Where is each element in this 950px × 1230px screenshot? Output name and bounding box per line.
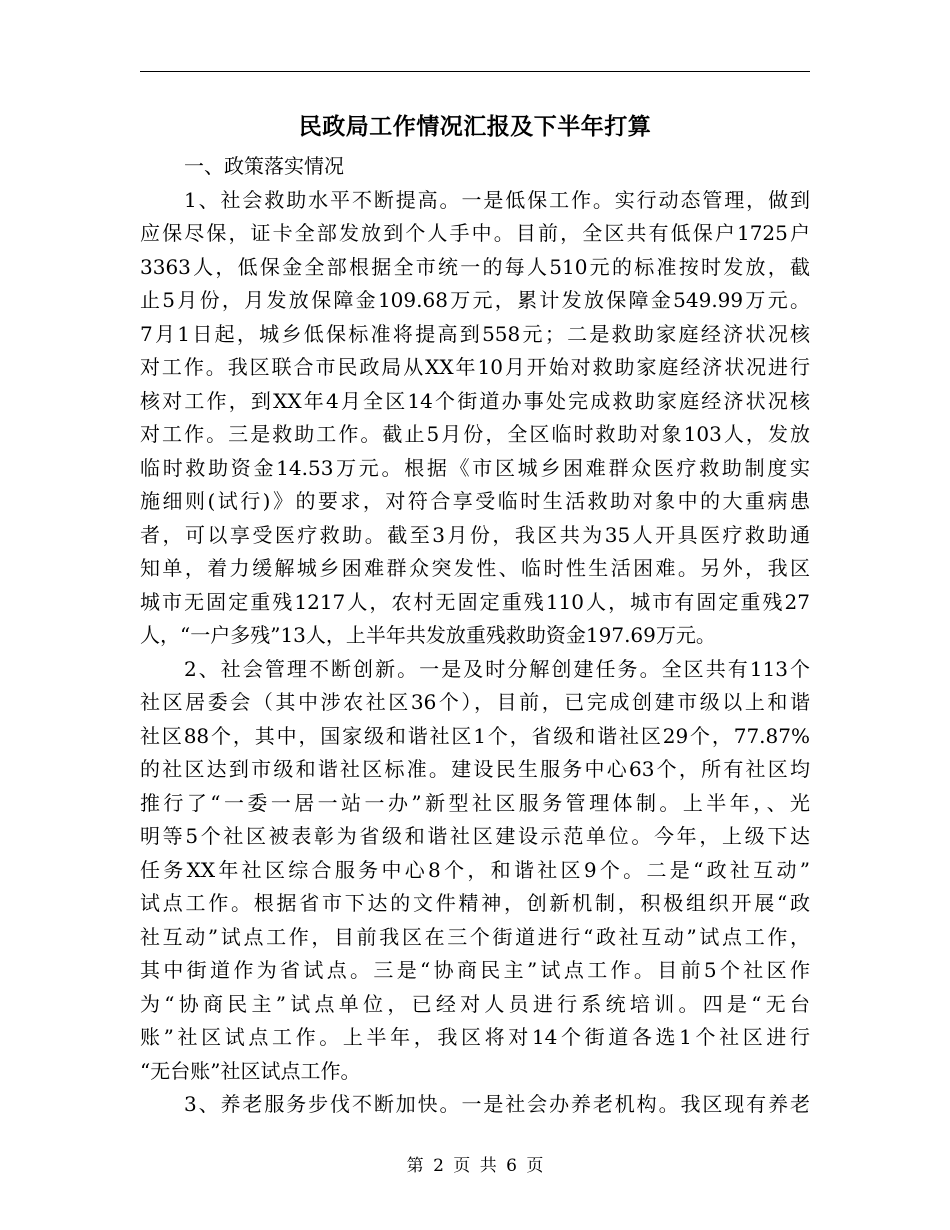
paragraph-line: 7月1日起，城乡低保标准将提高到558元；二是救助家庭经济状况核 bbox=[140, 321, 810, 346]
document-title: 民政局工作情况汇报及下半年打算 bbox=[298, 113, 652, 140]
paragraph-line: 的社区达到市级和谐社区标准。建设民生服务中心63个，所有社区均 bbox=[140, 757, 810, 781]
paragraph-line: 者，可以享受医疗救助。截至3月份，我区共为35人开具医疗救助通 bbox=[140, 522, 810, 547]
paragraph-line: 3363人，低保金全部根据全市统一的每人510元的标准按时发放，截 bbox=[140, 254, 810, 279]
paragraph-line: 止5月份，月发放保障金109.68万元，累计发放保障金549.99万元。 bbox=[140, 288, 810, 312]
paragraph-line: 城市无固定重残1217人，农村无固定重残110人，城市有固定重残27 bbox=[140, 589, 810, 614]
paragraph-line: 社互动”试点工作，目前我区在三个街道进行“政社互动”试点工作， bbox=[140, 924, 810, 949]
paragraph-line: 3、养老服务步伐不断加快。一是社会办养老机构。我区现有养老 bbox=[184, 1092, 810, 1116]
paragraph-line: 社区居委会（其中涉农社区36个），目前，已完成创建市级以上和谐 bbox=[140, 690, 810, 714]
paragraph-container bbox=[140, 184, 810, 1122]
body-paragraph bbox=[140, 653, 810, 1089]
paragraph-line: 社区88个，其中，国家级和谐社区1个，省级和谐社区29个，77.87% bbox=[140, 723, 810, 748]
paragraph-line: 临时救助资金14.53万元。根据《市区城乡困难群众医疗救助制度实 bbox=[140, 455, 810, 480]
paragraph-line: 其中街道作为省试点。三是“协商民主”试点工作。目前5个社区作 bbox=[140, 958, 810, 982]
paragraph-line: 推行了“一委一居一站一办”新型社区服务管理体制。上半年，、光 bbox=[140, 790, 810, 815]
paragraph-line: 知单，着力缓解城乡困难群众突发性、临时性生活困难。另外，我区 bbox=[140, 556, 810, 580]
paragraph-line: 明等5个社区被表彰为省级和谐社区建设示范单位。今年，上级下达 bbox=[140, 824, 810, 848]
paragraph-line: 对工作。三是救助工作。截止5月份，全区临时救助对象103人，发放 bbox=[140, 422, 810, 446]
paragraph-line: 对工作。我区联合市民政局从XX年10月开始对救助家庭经济状况进行 bbox=[140, 355, 810, 379]
body-paragraph bbox=[140, 1088, 810, 1122]
section-heading: 一、政策落实情况 bbox=[184, 154, 344, 178]
paragraph-line: 核对工作，到XX年4月全区14个街道办事处完成救助家庭经济状况核 bbox=[140, 388, 810, 413]
paragraph-line: 任务XX年社区综合服务中心8个，和谐社区9个。二是“政社互动” bbox=[140, 857, 810, 882]
paragraph-line: 1、社会救助水平不断提高。一是低保工作。实行动态管理，做到 bbox=[184, 187, 810, 212]
paragraph-line: “无台账”社区试点工作。 bbox=[140, 1058, 361, 1083]
header-rule bbox=[140, 71, 810, 72]
paragraph-line: 人，“一户多残”13人，上半年共发放重残救助资金197.69万元。 bbox=[140, 623, 716, 647]
paragraph-line: 2、社会管理不断创新。一是及时分解创建任务。全区共有113个 bbox=[184, 656, 810, 681]
body-paragraph bbox=[140, 184, 810, 653]
page-number: 第 2 页 共 6 页 bbox=[406, 1156, 544, 1176]
paragraph-line: 施细则(试行)》的要求，对符合享受临时生活救助对象中的大重病患 bbox=[140, 489, 810, 513]
paragraph-line: 为“协商民主”试点单位，已经对人员进行系统培训。四是“无台 bbox=[140, 991, 810, 1016]
document-body bbox=[140, 150, 810, 1122]
paragraph-line: 试点工作。根据省市下达的文件精神，创新机制，积极组织开展“政 bbox=[140, 891, 810, 915]
paragraph-line: 应保尽保，证卡全部发放到个人手中。目前，全区共有低保户1725户 bbox=[140, 221, 810, 245]
paragraph-line: 账”社区试点工作。上半年，我区将对14个街道各选1个社区进行 bbox=[140, 1025, 810, 1049]
